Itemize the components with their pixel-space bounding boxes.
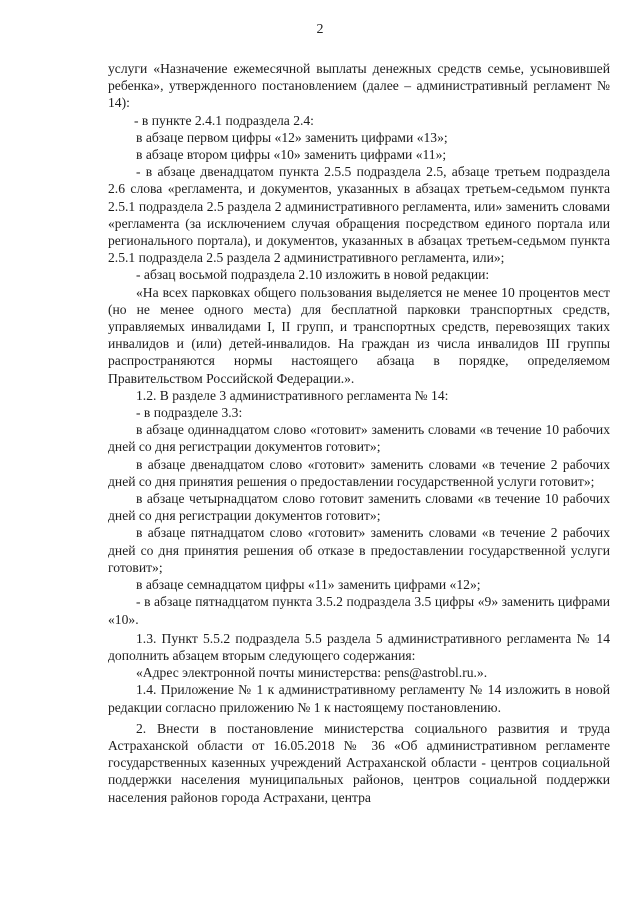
paragraph-item-2-4-1: - в пункте 2.4.1 подраздела 2.4: xyxy=(134,112,314,128)
paragraph-abzac-second: в абзаце втором цифры «10» заменить цифрами «11»; xyxy=(136,147,447,163)
paragraph-1-4: 1.4. Приложение № 1 к административному регламенту № 14 изложить в новой редакции согласно приложению № 1 к настоящему постановлению. xyxy=(108,682,610,715)
paragraph-1-2: 1.2. В разделе 3 административного регламента № 14: xyxy=(136,387,449,403)
paragraph-item-2-5-5: - в абзаце двенадцатом пункта 2.5.5 подраздела 2.5, абзаце третьем подраздела 2.6 слова «регламента, и документов, указанных в абзацах третьем-седьмом пункта 2.5.1 подраздела 2.5 раздела 2 административного регламента, или» заменить словами «регламента (за исключением случая обращения посредством единого портала или регионального портала), и документов, указанных в абзацах третьем-седьмом пункта 2.5.1 подраздела 2.5 раздела 2 административного регламента, или»; xyxy=(108,164,610,266)
paragraph-2: 2. Внести в постановление министерства социального развития и труда Астраханской области от 16.05.2018 № 36 «Об административном регламенте государственных казенных учреждений Астраханской области - центров социальной поддержки населения муниципальных районов, центров социальной поддержки населения районов города Астрахани, центра xyxy=(108,720,610,805)
paragraph-item-3-5-2: - в абзаце пятнадцатом пункта 3.5.2 подраздела 3.5 цифры «9» заменить цифрами «10». xyxy=(108,594,610,627)
paragraph-abzac-first: в абзаце первом цифры «12» заменить цифрами «13»; xyxy=(136,129,448,145)
paragraph-1-3: 1.3. Пункт 5.5.2 подраздела 5.5 раздела 5 административного регламента № 14 дополнить абзацем вторым следующего содержания: xyxy=(108,630,610,663)
paragraph-abzac-seventeenth: в абзаце семнадцатом цифры «11» заменить цифрами «12»; xyxy=(136,577,481,593)
paragraph-abzac-eleventh: в абзаце одиннадцатом слово «готовит» заменить словами «в течение 10 рабочих дней со дня регистрации документов готовит»; xyxy=(108,422,610,455)
page-number: 2 xyxy=(316,22,324,37)
paragraph-parking-quote: «На всех парковках общего пользования выделяется не менее 10 процентов мест (но не менее одного места) для бесплатной парковки транспортных средств, управляемых инвалидами I, II групп, и транспортных средств, перевозящих таких инвалидов и (или) детей-инвалидов. На граждан из числа инвалидов III группы распространяются нормы настоящего абзаца в порядке, определяемом Правительством Российской Федерации.». xyxy=(108,284,610,386)
paragraph-item-2-10: - абзац восьмой подраздела 2.10 изложить в новой редакции: xyxy=(136,267,490,283)
paragraph-abzac-fifteenth: в абзаце пятнадцатом слово «готовит» заменить словами «в течение 2 рабочих дней со дня принятия решения об отказе в предоставлении государственной услуги готовит»; xyxy=(108,525,610,575)
paragraph-subsection-3-3: - в подразделе 3.3: xyxy=(136,405,243,421)
paragraph-continuation: услуги «Назначение ежемесячной выплаты денежных средств семье, усыновившей ребенка», утвержденного постановлением (далее – административный регламент № 14): xyxy=(108,61,610,111)
paragraph-abzac-fourteenth: в абзаце четырнадцатом слово готовит заменить словами «в течение 10 рабочих дней со дня регистрации документов готовит»; xyxy=(108,491,610,524)
document-body xyxy=(108,60,610,806)
paragraph-abzac-twelfth: в абзаце двенадцатом слово «готовит» заменить словами «в течение 2 рабочих дней со дня принятия решения о предоставлении государственной услуги готовит»; xyxy=(108,456,610,489)
paragraph-email: «Адрес электронной почты министерства: pens@astrobl.ru.». xyxy=(136,665,488,681)
